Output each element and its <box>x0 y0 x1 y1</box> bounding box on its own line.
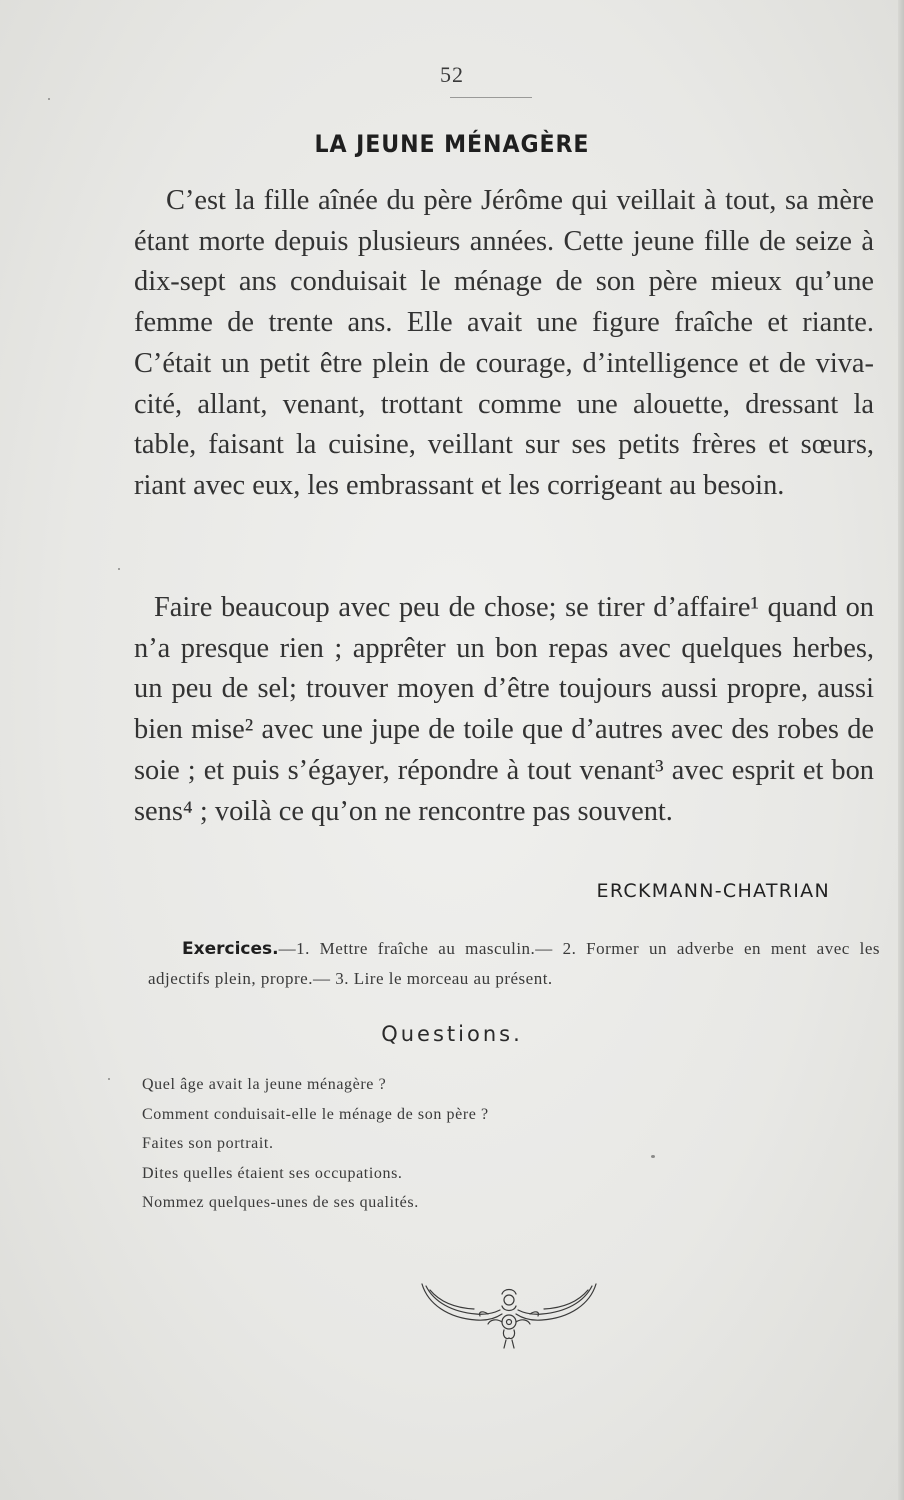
paper-speck <box>108 1078 110 1080</box>
exercises-label: Exercices. <box>182 939 279 959</box>
paragraph-2: Faire beaucoup avec peu de chose; se tirer d’affaire¹ quand on n’a presque rien ; apprêter un bon repas avec quelques herbes, un peu de sel; trouver moyen d’être toujours aussi propre, aussi bien mise² avec une jupe de toile que d’autres avec des robes de soie ; et puis s’égayer, répondre à tout venant³ avec esprit et bon sens⁴ ; voilà ce qu’on ne rencontre pas souvent. <box>134 592 874 827</box>
exercises-block <box>148 934 880 993</box>
chapter-title: LA JEUNE MÉNAGÈRE <box>314 130 590 158</box>
question-item: Dites quelles étaient ses occupations. <box>142 1164 403 1182</box>
floral-ornament-icon <box>418 1278 600 1358</box>
author-signature: ERCKMANN-CHATRIAN <box>596 880 830 902</box>
paper-speck <box>48 98 50 100</box>
paragraph-1: C’est la fille aînée du père Jérôme qui veillait à tout, sa mère étant morte depuis plusieurs années. Cette jeune fille de seize à dix-sept ans conduisait le ménage de son père mieux qu’une femme de trente ans. Elle avait une figure fraîche et riante. C’était un petit être plein de courage, d’intelligence et de vivacité, allant, venant, trottant comme une alouette, dressant la table, faisant la cuisine, veillant sur ses petits frères et sœurs, riant avec eux, les embrassant et les corrigeant au besoin. <box>134 185 874 501</box>
question-item: Quel âge avait la jeune ménagère ? <box>142 1076 387 1093</box>
page-edge <box>898 0 904 1500</box>
questions-list <box>142 1070 489 1218</box>
page-number: 52 <box>440 62 464 87</box>
question-item: Faites son portrait. <box>142 1135 274 1152</box>
question-item: Comment conduisait-elle le ménage de son père ? <box>142 1105 489 1123</box>
page-number-rule <box>450 97 532 98</box>
questions-heading: Questions. <box>381 1022 523 1046</box>
paper-speck <box>118 568 120 570</box>
question-item: Nommez quelques-unes de ses qualités. <box>142 1194 419 1211</box>
exercises-text: —1. Mettre fraîche au masculin.— 2. Former un adverbe en ment avec les adjectifs plein, propre.— 3. Lire le morceau au présent. <box>148 939 880 988</box>
paper-speck <box>651 1155 655 1158</box>
